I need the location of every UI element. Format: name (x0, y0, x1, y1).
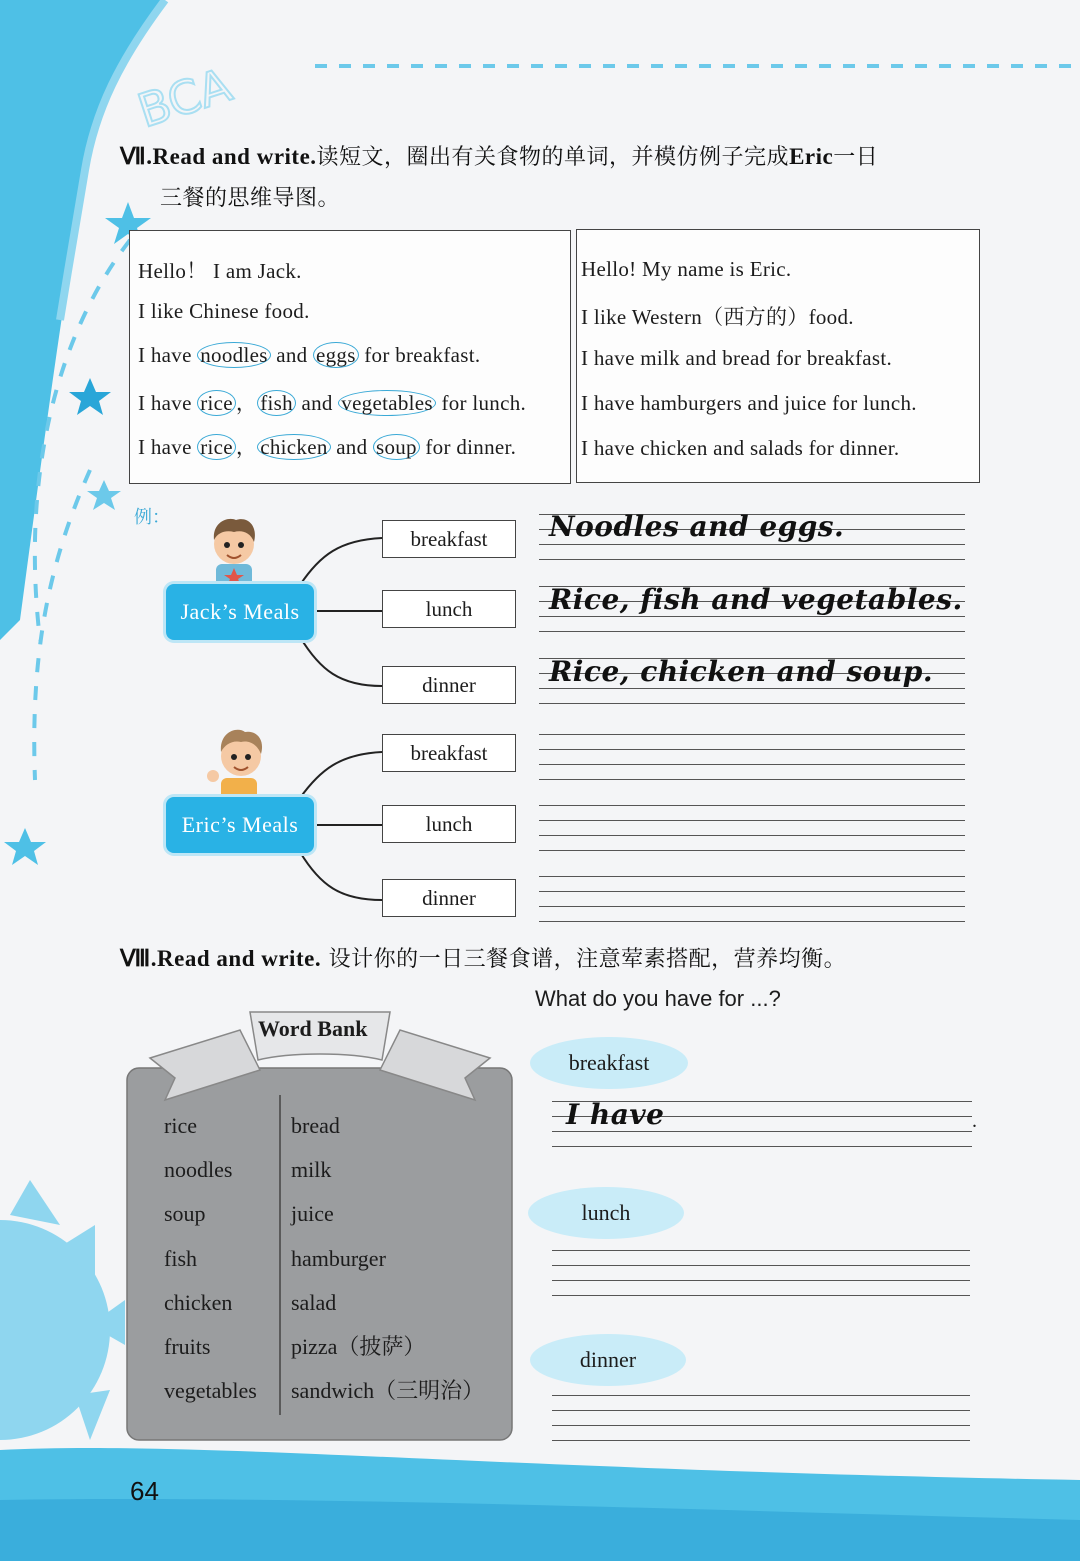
jack-lunch-answer: Rice, fish and vegetables. (549, 583, 963, 616)
section7-title-en: Read and write. (152, 144, 317, 169)
word-bank-col2 (291, 1104, 484, 1413)
word-bank-item: chicken (164, 1289, 233, 1315)
menu-question: What do you have for ...? (535, 986, 781, 1011)
circled-word[interactable]: soup (373, 434, 420, 460)
eric-breakfast-answer-lines[interactable] (539, 734, 965, 780)
eric-dinner-answer-lines[interactable] (539, 876, 965, 922)
eric-meals-node: Eric’s Meals (166, 797, 314, 853)
circled-word[interactable]: rice (197, 390, 236, 416)
section7-title-cn-end: 一日 (833, 145, 879, 170)
word-bank-item: fish (164, 1245, 197, 1271)
menu-breakfast-label: breakfast (530, 1037, 688, 1089)
circled-word[interactable]: fish (257, 390, 296, 416)
word-bank-item: hamburger (291, 1245, 386, 1271)
word-bank-item: bread (291, 1113, 340, 1138)
word-bank-item: fruits (164, 1333, 211, 1359)
jack-line-5: I have rice ， chicken and soup for dinner. (138, 435, 517, 459)
word-bank-item: noodles (164, 1157, 233, 1183)
eric-line-5: I have chicken and salads for dinner. (581, 436, 900, 460)
jack-dinner-answer: Rice, chicken and soup. (549, 655, 934, 688)
eric-dinner-box: dinner (382, 879, 516, 917)
eric-lunch-answer-lines[interactable] (539, 805, 965, 851)
example-label: 例： (134, 507, 170, 528)
eric-breakfast-box: breakfast (382, 734, 516, 772)
jack-breakfast-answer: Noodles and eggs. (549, 510, 845, 543)
menu-lunch-label: lunch (528, 1187, 684, 1239)
circled-word[interactable]: chicken (257, 434, 330, 460)
page-number: 64 (130, 1476, 159, 1506)
jack-avatar (198, 512, 270, 588)
section7-title-name: Eric (789, 144, 834, 169)
menu-breakfast-period: . (972, 1110, 977, 1132)
jack-breakfast-box: breakfast (382, 520, 516, 558)
section8-title-cn: 设计你的一日三餐食谱，注意荤素搭配，营养均衡。 (328, 947, 847, 972)
word-bank-col1 (164, 1104, 257, 1413)
word-bank-item: sandwich（三明治） (291, 1378, 485, 1404)
menu-breakfast-start-text: I have (566, 1098, 665, 1131)
word-bank-item: pizza（披萨） (291, 1333, 426, 1359)
section8-number: Ⅷ. (120, 946, 158, 971)
jack-line-2: I like Chinese food. (138, 299, 310, 323)
section7-title-line2: 三餐的思维导图。 (160, 186, 341, 211)
section7-number: Ⅶ. (120, 144, 153, 169)
word-bank-item: juice (291, 1201, 334, 1227)
eric-line-4: I have hamburgers and juice for lunch. (581, 391, 917, 415)
eric-lunch-box: lunch (382, 805, 516, 843)
jack-line-1: Hello！ I am Jack. (138, 259, 302, 283)
word-bank-item: milk (291, 1157, 332, 1183)
svg-text:BCA: BCA (131, 57, 238, 139)
eric-line-3: I have milk and bread for breakfast. (581, 346, 893, 370)
jack-line-4: I have rice ， fish and vegetables for lunch. (138, 391, 527, 415)
word-bank-item: rice (164, 1113, 197, 1138)
circled-word[interactable]: rice (197, 434, 236, 460)
menu-lunch-lines[interactable] (552, 1250, 970, 1296)
eric-avatar (203, 724, 275, 800)
word-bank-item: salad (291, 1289, 337, 1315)
jack-line-3: I have noodles and eggs for breakfast. (138, 343, 481, 367)
circled-word[interactable]: eggs (313, 342, 359, 368)
menu-dinner-label: dinner (530, 1334, 686, 1386)
jack-meals-node: Jack’s Meals (166, 584, 314, 640)
circled-word[interactable]: noodles (197, 342, 270, 368)
word-bank-item: vegetables (164, 1378, 257, 1404)
menu-dinner-lines[interactable] (552, 1395, 970, 1441)
jack-dinner-box: dinner (382, 666, 516, 704)
word-bank-title: Word Bank (258, 1016, 368, 1041)
jack-lunch-box: lunch (382, 590, 516, 628)
eric-line-1: Hello! My name is Eric. (581, 257, 792, 281)
eric-line-2: I like Western（西方的）food. (581, 305, 854, 329)
word-bank-item: soup (164, 1201, 206, 1227)
section8-title-en: Read and write. (157, 946, 322, 971)
section8-title (120, 942, 846, 973)
section7-title-cn: 读短文，圈出有关食物的单词，并模仿例子完成 (316, 145, 790, 170)
circled-word[interactable]: vegetables (338, 390, 436, 416)
